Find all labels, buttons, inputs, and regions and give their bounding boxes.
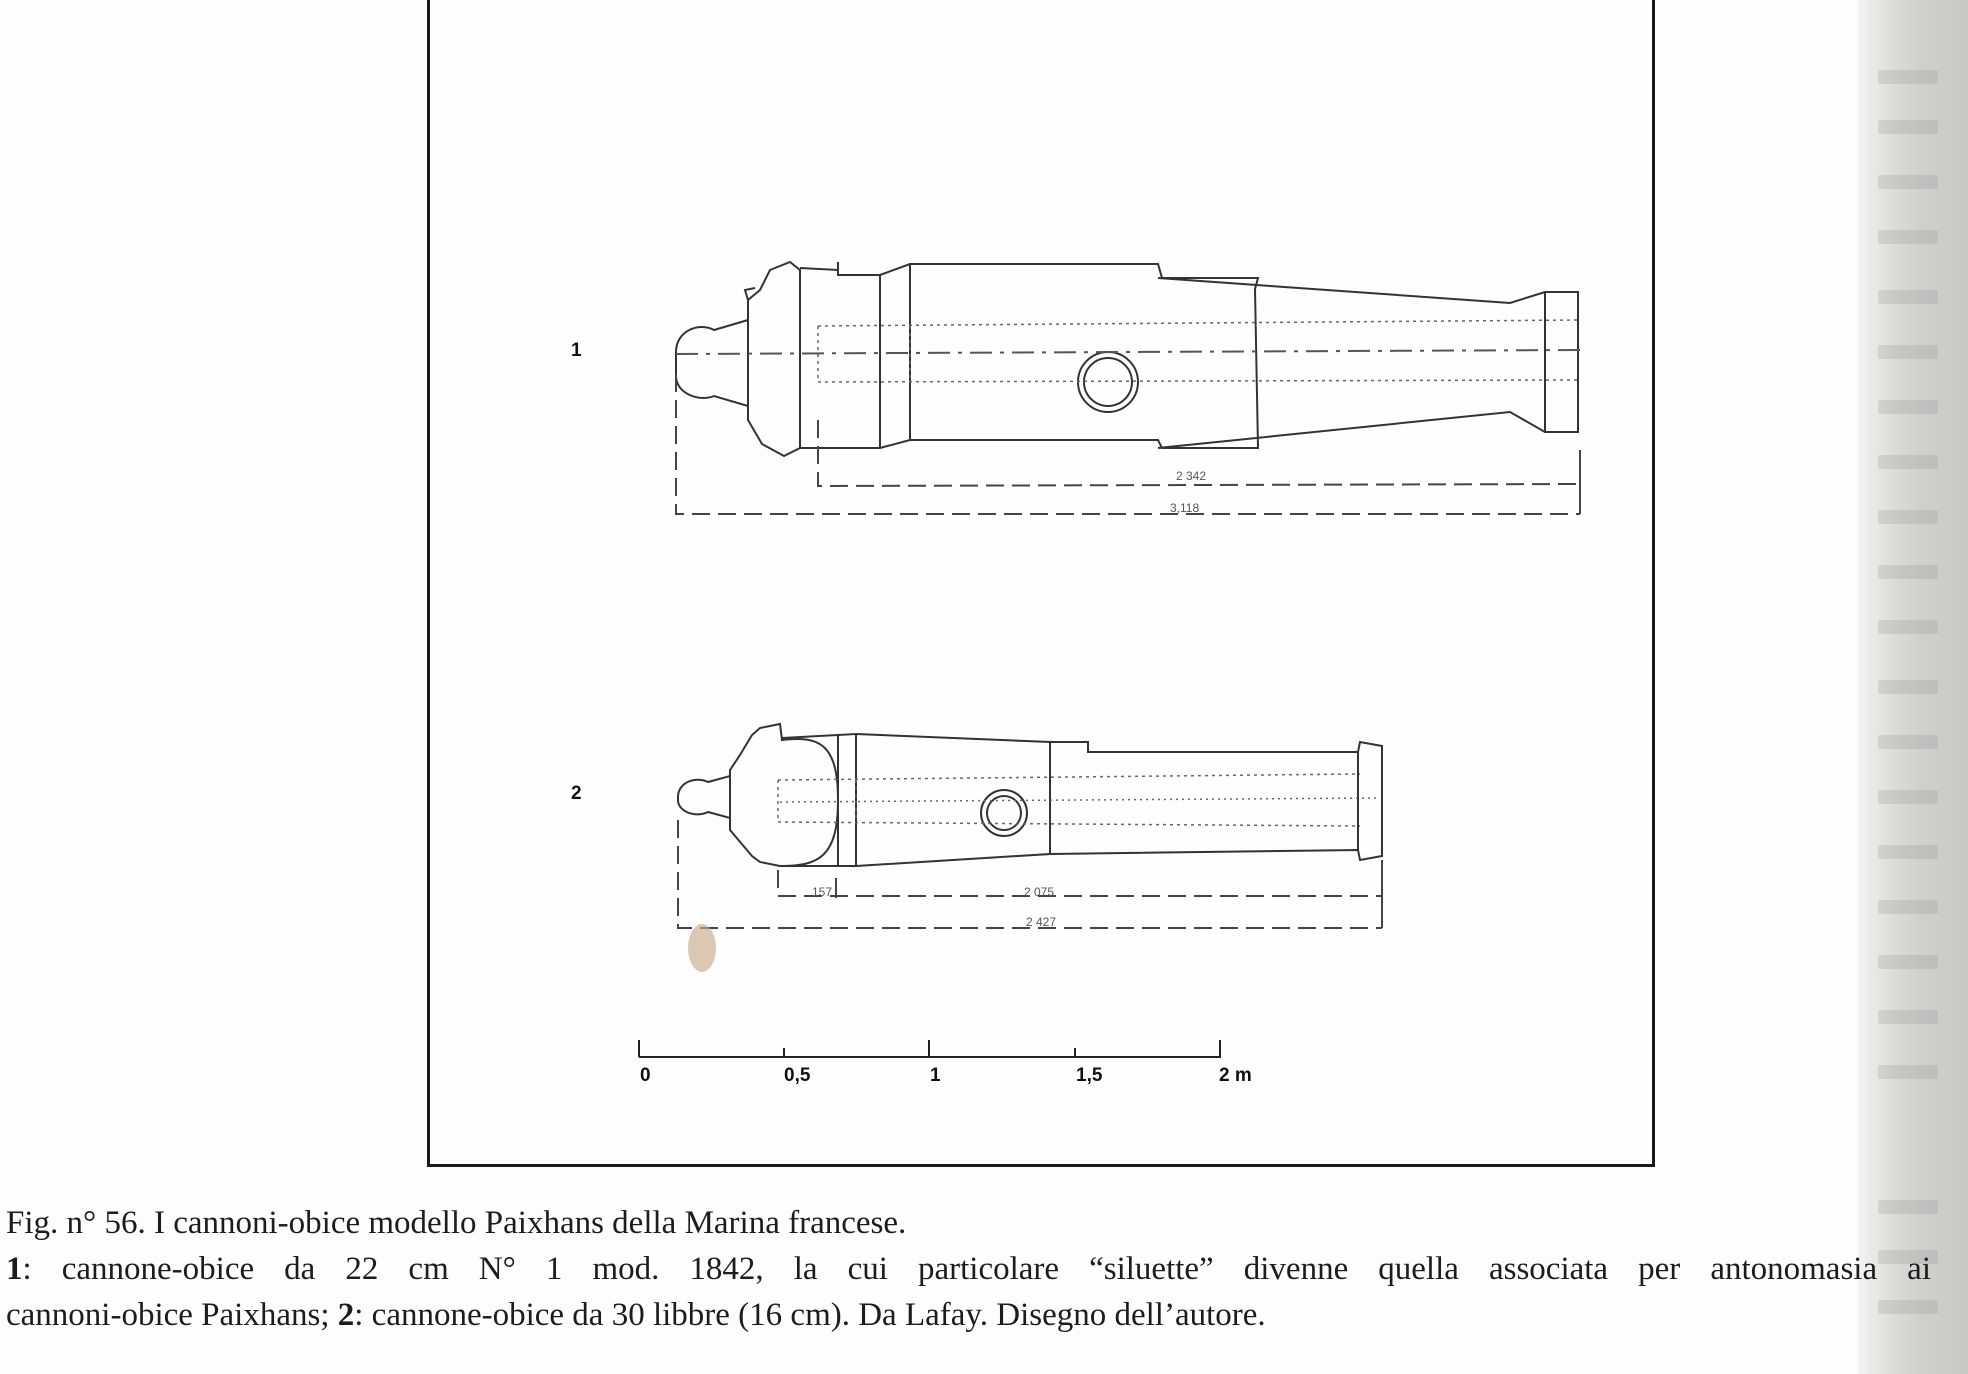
caption-title: Fig. n° 56. I cannoni-obice modello Paixhans della Marina francese.	[6, 1205, 907, 1241]
cannon-1-drawing	[676, 262, 1578, 456]
figure-caption	[6, 1200, 1931, 1338]
cannon-2-axis	[780, 798, 1380, 802]
caption-item-1-number: 1	[6, 1251, 23, 1287]
caption-item-2-number: 2	[337, 1297, 355, 1333]
scale-tick-1: 1	[930, 1065, 941, 1086]
cannon-2-drawing	[678, 724, 1382, 866]
paper-stain	[688, 924, 716, 972]
scale-tick-0: 0	[640, 1065, 651, 1086]
cannon-2-dimensions	[678, 820, 1382, 928]
cannon-1-dim-overall: 3,118	[1170, 501, 1200, 515]
scale-tick-1-5: 1,5	[1076, 1065, 1103, 1086]
cannon-2-dim-breech: 157	[812, 885, 833, 899]
caption-item-2	[6, 1292, 1931, 1338]
caption-item-1-continuation: cannoni-obice Paixhans;	[6, 1297, 338, 1333]
cannon-2-dim-overall: 2 427	[1026, 915, 1057, 929]
caption-item-2-text: : cannone-obice da 30 libbre (16 cm). Da Lafay. Disegno dell’autore.	[354, 1297, 1266, 1333]
caption-item-1-text: : cannone-obice da 22 cm N° 1 mod. 1842, la cui particolare “siluette” divenne quella associata per antonomasia ai	[22, 1251, 1931, 1287]
caption-item-1	[6, 1246, 1931, 1292]
cannon-2-dim-inner: 2 075	[1024, 885, 1055, 899]
cannon-2-label: 2	[571, 783, 582, 804]
cannon-1-label: 1	[571, 340, 582, 361]
cannon-1-axis	[676, 350, 1580, 354]
scale-bar	[639, 1040, 1221, 1057]
cannon-1-dim-inner: 2 342	[1176, 469, 1207, 483]
scale-tick-0-5: 0,5	[784, 1065, 811, 1086]
scale-tick-2m: 2 m	[1219, 1065, 1252, 1086]
